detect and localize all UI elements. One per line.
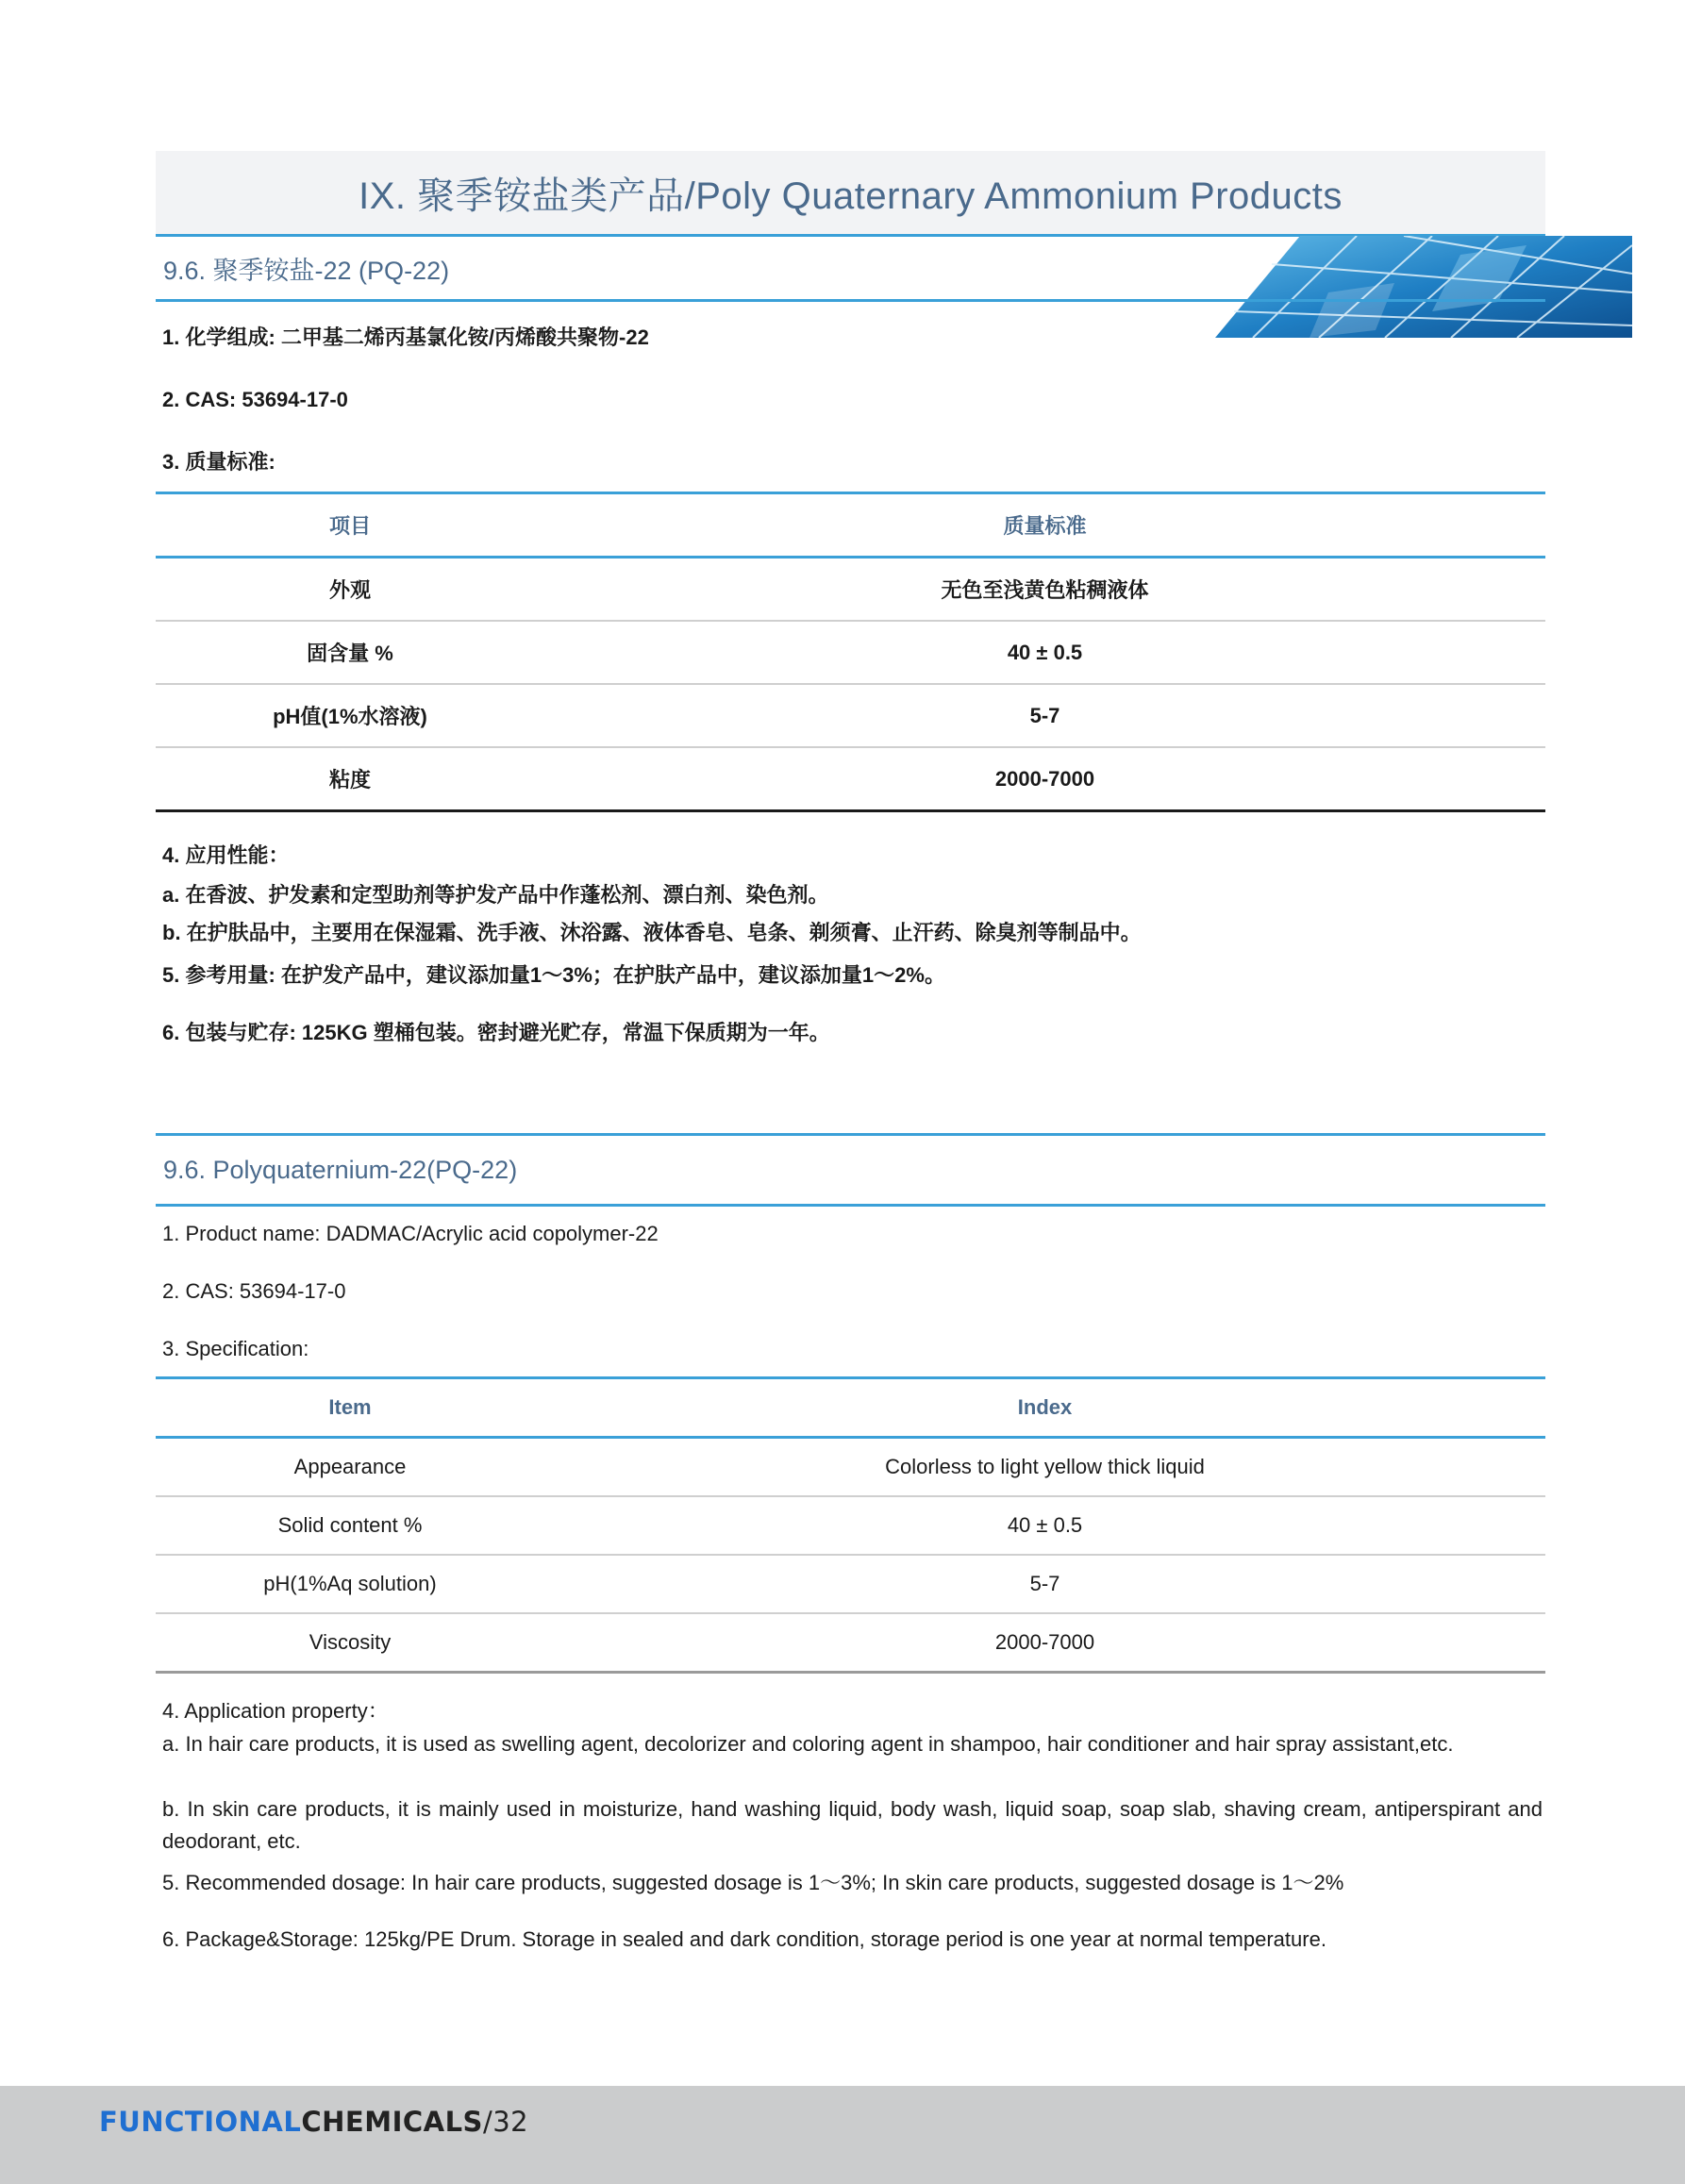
- table-cell-value: 2000-7000: [544, 1613, 1545, 1673]
- chapter-header: [156, 151, 1545, 237]
- table-cell-item: Appearance: [156, 1438, 544, 1497]
- package-en: 6. Package&Storage: 125kg/PE Drum. Storage in sealed and dark condition, storage period is one year at normal temperature.: [162, 1927, 1326, 1951]
- table-cell-item: Viscosity: [156, 1613, 544, 1673]
- product-name-en: 1. Product name: DADMAC/Acrylic acid copolymer-22: [162, 1222, 659, 1245]
- section-title-en: 9.6. Polyquaternium-22(PQ-22): [156, 1133, 1545, 1207]
- table-cell-value: 5-7: [544, 684, 1545, 747]
- package-cn: 6. 包装与贮存: 125KG 塑桶包装。密封避光贮存，常温下保质期为一年。: [162, 1021, 830, 1044]
- application-b-cn: b. 在护肤品中，主要用在保湿霜、洗手液、沐浴露、液体香皂、皂条、剃须膏、止汗药、除臭剂等制品中。: [162, 921, 1142, 944]
- table-header-standard: 质量标准: [544, 493, 1545, 558]
- application-a-en: a. In hair care products, it is used as swelling agent, decolorizer and coloring agent in shampoo, hair conditioner and hair spray assistant,etc.: [162, 1732, 1454, 1756]
- table-cell-item: 固含量 %: [156, 621, 544, 684]
- dosage-cn: 5. 参考用量: 在护发产品中，建议添加量1～3%；在护肤产品中，建议添加量1～2%。: [162, 963, 945, 987]
- spec-table-cn: [156, 492, 1545, 812]
- composition-cn: 1. 化学组成: 二甲基二烯丙基氯化铵/丙烯酸共聚物-22: [162, 325, 649, 349]
- table-cell-value: 2000-7000: [544, 747, 1545, 811]
- application-heading-cn: 4. 应用性能：: [162, 843, 290, 867]
- table-row: [156, 747, 1545, 811]
- spec-heading-en: 3. Specification:: [162, 1337, 309, 1360]
- table-header-row: [156, 1378, 1545, 1438]
- application-heading-en: 4. Application property：: [162, 1699, 389, 1723]
- table-cell-value: 5-7: [544, 1555, 1545, 1613]
- table-row: [156, 558, 1545, 622]
- footer-brand-chemicals: CHEMICALS: [301, 2106, 483, 2138]
- table-row: [156, 621, 1545, 684]
- table-cell-value: 无色至浅黄色粘稠液体: [544, 558, 1545, 622]
- chapter-title: IX. 聚季铵盐类产品/Poly Quaternary Ammonium Products: [359, 175, 1343, 217]
- dosage-en: 5. Recommended dosage: In hair care products, suggested dosage is 1～3%; In skin care products, suggested dosage is 1～2%: [162, 1871, 1344, 1894]
- section-title-cn: 9.6. 聚季铵盐-22 (PQ-22): [156, 238, 1545, 302]
- footer-brand: [99, 2106, 528, 2138]
- table-cell-item: Solid content %: [156, 1496, 544, 1555]
- table-row: [156, 1438, 1545, 1497]
- table-cell-item: 外观: [156, 558, 544, 622]
- footer-brand-functional: FUNCTIONAL: [99, 2106, 302, 2138]
- table-row: [156, 1613, 1545, 1673]
- table-row: [156, 1496, 1545, 1555]
- table-header-row: [156, 493, 1545, 558]
- table-cell-item: pH(1%Aq solution): [156, 1555, 544, 1613]
- cas-cn: 2. CAS: 53694-17-0: [162, 388, 348, 411]
- table-row: [156, 684, 1545, 747]
- table-cell-value: 40 ± 0.5: [544, 621, 1545, 684]
- page-number: /32: [482, 2106, 529, 2138]
- table-cell-value: Colorless to light yellow thick liquid: [544, 1438, 1545, 1497]
- table-row: [156, 1555, 1545, 1613]
- spec-heading-cn: 3. 质量标准:: [162, 450, 275, 474]
- table-cell-value: 40 ± 0.5: [544, 1496, 1545, 1555]
- application-a-cn: a. 在香波、护发素和定型助剂等护发产品中作蓬松剂、漂白剂、染色剂。: [162, 883, 829, 907]
- table-header-index: Index: [544, 1378, 1545, 1438]
- table-header-item: 项目: [156, 493, 544, 558]
- cas-en: 2. CAS: 53694-17-0: [162, 1279, 346, 1303]
- table-cell-item: pH值(1%水溶液): [156, 684, 544, 747]
- table-header-item: Item: [156, 1378, 544, 1438]
- application-b-en: b. In skin care products, it is mainly used in moisturize, hand washing liquid, body wash, liquid soap, soap slab, shaving cream, antiperspirant and deodorant, etc.: [162, 1797, 1543, 1853]
- table-cell-item: 粘度: [156, 747, 544, 811]
- spec-table-en: [156, 1376, 1545, 1674]
